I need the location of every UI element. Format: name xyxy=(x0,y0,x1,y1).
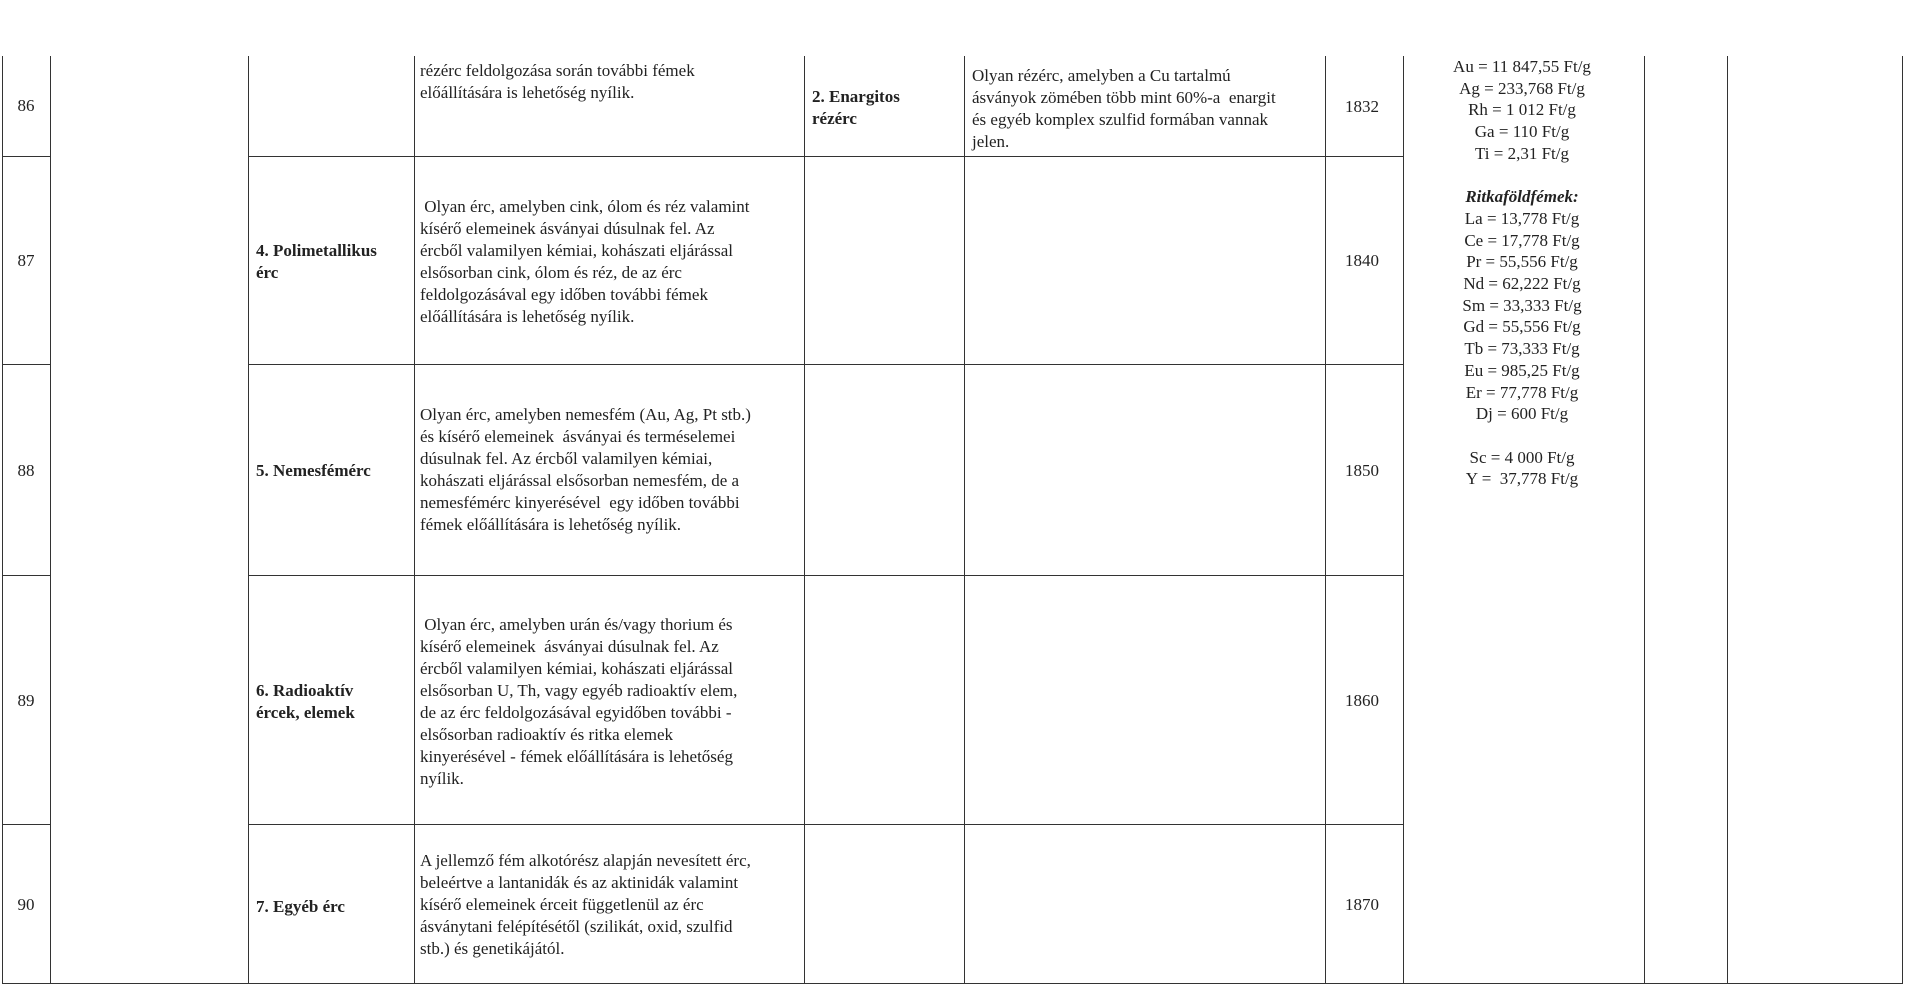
grid-line xyxy=(1325,56,1326,984)
description-line: kísérő elemeinek érceit függetlenül az érc xyxy=(420,895,704,914)
ore-code: 1832 xyxy=(1345,97,1379,116)
category-line: 6. Radioaktív xyxy=(256,681,354,700)
description-line: nyílik. xyxy=(420,769,464,788)
price-entry: Ce = 17,778 Ft/g xyxy=(1464,230,1580,250)
category-line: érc xyxy=(256,263,279,282)
grid-line xyxy=(2,56,3,984)
description-line: feldolgozásával egy időben további fémek xyxy=(420,285,708,304)
description-line: elsősorban radioaktív és ritka elemek xyxy=(420,725,674,744)
grid-line xyxy=(248,56,249,984)
price-entry: Ga = 110 Ft/g xyxy=(1474,122,1570,142)
price-entry: Y = 37,778 Ft/g xyxy=(1465,469,1579,489)
row-separator xyxy=(2,364,50,365)
price-entry: Au = 11 847,55 Ft/g xyxy=(1453,57,1591,76)
ore-category xyxy=(256,680,355,724)
category-line: 7. Egyéb érc xyxy=(256,897,345,916)
subdesc-line: Olyan rézérc, amelyben a Cu tartalmú xyxy=(972,66,1231,85)
row-number: 87 xyxy=(17,251,35,270)
row-separator xyxy=(248,575,1403,576)
description-line: dúsulnak fel. Az ércből valamilyen kémiai, xyxy=(420,449,713,468)
description-line: kohászati eljárással elsősorban nemesfém, de a xyxy=(420,471,740,490)
price-entry: Pr = 55,556 Ft/g xyxy=(1466,252,1578,272)
metal-price-list xyxy=(1402,56,1642,490)
row-separator xyxy=(248,364,1403,365)
ore-description xyxy=(420,196,800,328)
description-line: elsősorban U, Th, vagy egyéb radioaktív elem, xyxy=(420,681,738,700)
description-line: és kísérő elemeinek ásványai és terméselemei xyxy=(420,427,736,446)
spacer xyxy=(1402,165,1642,187)
price-entry: Nd = 62,222 Ft/g xyxy=(1463,274,1581,294)
price-entry: Eu = 985,25 Ft/g xyxy=(1464,360,1580,380)
description-line: kísérő elemeinek ásványai dúsulnak fel. Az xyxy=(420,219,715,238)
grid-line xyxy=(50,56,51,984)
table-bottom xyxy=(2,983,1902,984)
ore-code: 1860 xyxy=(1345,691,1379,710)
ore-description xyxy=(420,60,800,104)
subtype-description xyxy=(972,65,1276,153)
row-number: 90 xyxy=(17,895,35,914)
row-number: 89 xyxy=(17,691,35,710)
ore-category xyxy=(256,240,377,284)
subdesc-line: és egyéb komplex szulfid formában vannak xyxy=(972,110,1268,129)
price-entry: La = 13,778 Ft/g xyxy=(1464,208,1580,228)
ore-category xyxy=(256,460,371,482)
ore-description xyxy=(420,850,800,960)
category-line: ércek, elemek xyxy=(256,703,355,722)
price-entry: Sc = 4 000 Ft/g xyxy=(1469,447,1575,467)
price-entry: Tb = 73,333 Ft/g xyxy=(1464,339,1580,359)
category-line: 5. Nemesfémérc xyxy=(256,461,371,480)
grid-line xyxy=(804,56,805,984)
description-line: elsősorban cink, ólom és réz, de az érc xyxy=(420,263,682,282)
row-separator xyxy=(2,824,50,825)
description-line: Olyan érc, amelyben nemesfém (Au, Ag, Pt stb.) xyxy=(420,405,751,424)
ore-description xyxy=(420,614,800,790)
description-line: ásványtani felépítésétől (szilikát, oxid, szulfid xyxy=(420,917,733,936)
subtype-line: 2. Enargitos xyxy=(812,87,900,106)
grid-line xyxy=(1727,56,1728,984)
description-line: de az érc feldolgozásával egyidőben további - xyxy=(420,703,732,722)
ore-code: 1870 xyxy=(1345,895,1379,914)
description-line: ércből valamilyen kémiai, kohászati eljárással xyxy=(420,659,733,678)
description-line: rézérc feldolgozása során további fémek xyxy=(420,61,695,80)
grid-line xyxy=(414,56,415,984)
price-entry: Sm = 33,333 Ft/g xyxy=(1462,295,1582,315)
row-separator xyxy=(248,824,1403,825)
description-line: Olyan érc, amelyben urán és/vagy thorium és xyxy=(420,615,733,634)
description-line: ércből valamilyen kémiai, kohászati eljárással xyxy=(420,241,733,260)
grid-line xyxy=(964,56,965,984)
subdesc-line: ásványok zömében több mint 60%-a enargit xyxy=(972,88,1276,107)
price-entry: Er = 77,778 Ft/g xyxy=(1465,382,1579,402)
description-line: előállítására is lehetőség nyílik. xyxy=(420,307,635,326)
subdesc-line: jelen. xyxy=(972,132,1010,151)
ore-category xyxy=(256,896,345,918)
description-line: stb.) és genetikájától. xyxy=(420,939,565,958)
ore-code: 1840 xyxy=(1345,251,1379,270)
row-separator xyxy=(2,156,50,157)
description-line: kísérő elemeinek ásványai dúsulnak fel. Az xyxy=(420,637,719,656)
category-line: 4. Polimetallikus xyxy=(256,241,377,260)
price-entry: Ti = 2,31 Ft/g xyxy=(1475,143,1569,163)
price-entry: Dj = 600 Ft/g xyxy=(1475,404,1569,424)
description-line: előállítására is lehetőség nyílik. xyxy=(420,83,635,102)
row-number: 88 xyxy=(17,461,35,480)
spacer xyxy=(1402,425,1642,447)
description-line: fémek előállítására is lehetőség nyílik. xyxy=(420,515,682,534)
description-line: kinyerésével - fémek előállítására is lehetőség xyxy=(420,747,733,766)
grid-line xyxy=(1644,56,1645,984)
ore-subtype xyxy=(812,86,900,130)
rare-earth-header: Ritkaföldfémek: xyxy=(1465,187,1579,207)
description-line: A jellemző fém alkotórész alapján nevesített érc, xyxy=(420,851,751,870)
ore-description xyxy=(420,404,800,536)
subtype-line: rézérc xyxy=(812,109,857,128)
price-entry: Ag = 233,768 Ft/g xyxy=(1459,78,1585,98)
description-line: Olyan érc, amelyben cink, ólom és réz valamint xyxy=(420,197,750,216)
description-line: beleértve a lantanidák és az aktinidák valamint xyxy=(420,873,739,892)
row-separator xyxy=(248,156,1403,157)
price-entry: Gd = 55,556 Ft/g xyxy=(1463,317,1581,337)
description-line: nemesfémérc kinyerésével egy időben további xyxy=(420,493,740,512)
grid-line xyxy=(1902,56,1903,984)
price-entry: Rh = 1 012 Ft/g xyxy=(1468,100,1576,120)
row-number: 86 xyxy=(17,96,35,115)
row-separator xyxy=(2,575,50,576)
ore-code: 1850 xyxy=(1345,461,1379,480)
